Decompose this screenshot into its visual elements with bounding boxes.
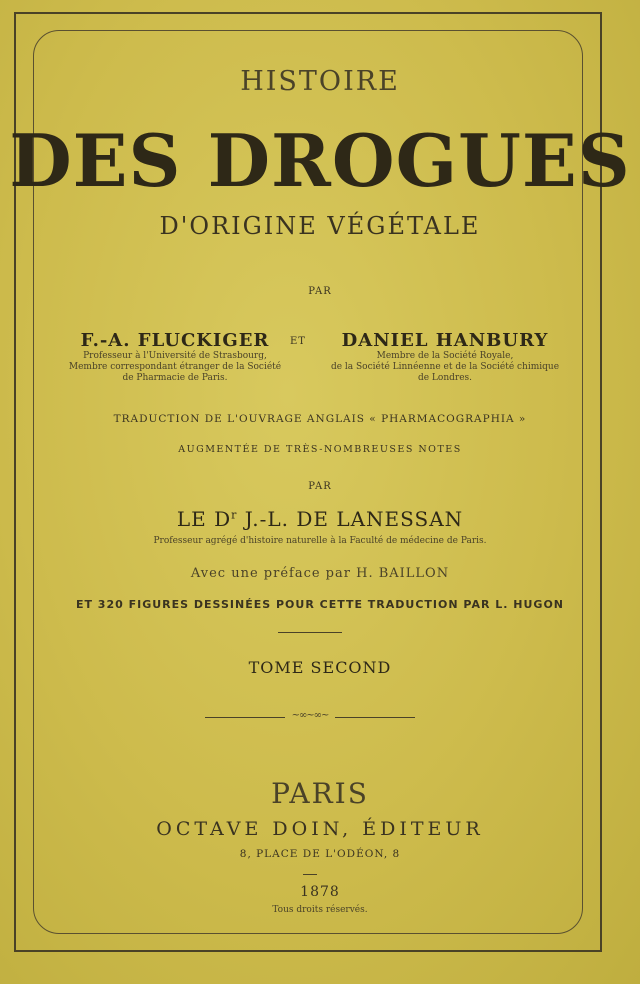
author-desc-line: Professeur à l'Université de Strasbourg, bbox=[83, 351, 267, 361]
author-fluckiger bbox=[40, 330, 310, 384]
author-desc-line: Membre correspondant étranger de la Société bbox=[68, 362, 282, 372]
rights-notice: Tous droits réservés. bbox=[272, 905, 368, 915]
title-line-2: DES DROGUES bbox=[9, 118, 631, 203]
preface-line: Avec une préface par H. BAILLON bbox=[190, 566, 450, 581]
publisher-name: OCTAVE DOIN, ÉDITEUR bbox=[156, 818, 484, 840]
author-desc-line: de Londres. bbox=[417, 373, 472, 383]
ornament-flourish-icon: ~∞~∞~ bbox=[291, 710, 329, 721]
title-line-1: HISTOIRE bbox=[240, 66, 400, 97]
translator-sup: r bbox=[231, 508, 238, 522]
author-desc-line: Membre de la Société Royale, bbox=[376, 351, 514, 361]
title-line-3: D'ORIGINE VÉGÉTALE bbox=[159, 212, 481, 240]
par-label-1: PAR bbox=[308, 286, 332, 297]
author-name: F.-A. FLUCKIGER bbox=[80, 330, 270, 351]
author-name: DANIEL HANBURY bbox=[341, 330, 549, 351]
translator-surname: J.-L. DE LANESSAN bbox=[237, 507, 464, 531]
publisher-city: PARIS bbox=[271, 777, 369, 810]
author-desc-line: de la Société Linnéenne et de la Société chimique bbox=[330, 362, 560, 372]
ornament-line-left bbox=[205, 717, 285, 718]
translator-prefix: LE D bbox=[176, 507, 232, 531]
author-hanbury bbox=[300, 330, 590, 384]
publication-year: 1878 bbox=[300, 884, 340, 900]
par-label-2: PAR bbox=[308, 481, 332, 492]
ornament-divider bbox=[205, 710, 415, 721]
figures-line: ET 320 FIGURES DESSINÉES POUR CETTE TRADUCTION PAR L. HUGON bbox=[75, 598, 565, 611]
divider-rule bbox=[278, 632, 342, 633]
short-rule bbox=[303, 874, 317, 875]
translator-desc: Professeur agrégé d'histoire naturelle à la Faculté de médecine de Paris. bbox=[153, 536, 487, 546]
publisher-address: 8, PLACE DE L'ODÉON, 8 bbox=[239, 848, 401, 860]
translator-name bbox=[0, 507, 640, 531]
volume-label: TOME SECOND bbox=[248, 658, 392, 677]
translation-line: TRADUCTION DE L'OUVRAGE ANGLAIS « PHARMACOGRAPHIA » bbox=[113, 413, 527, 425]
ornament-line-right bbox=[335, 717, 415, 718]
augmented-line: AUGMENTÉE DE TRÈS-NOMBREUSES NOTES bbox=[178, 444, 462, 455]
et-conjunction: ET bbox=[290, 336, 306, 347]
author-desc-line: de Pharmacie de Paris. bbox=[122, 373, 228, 383]
